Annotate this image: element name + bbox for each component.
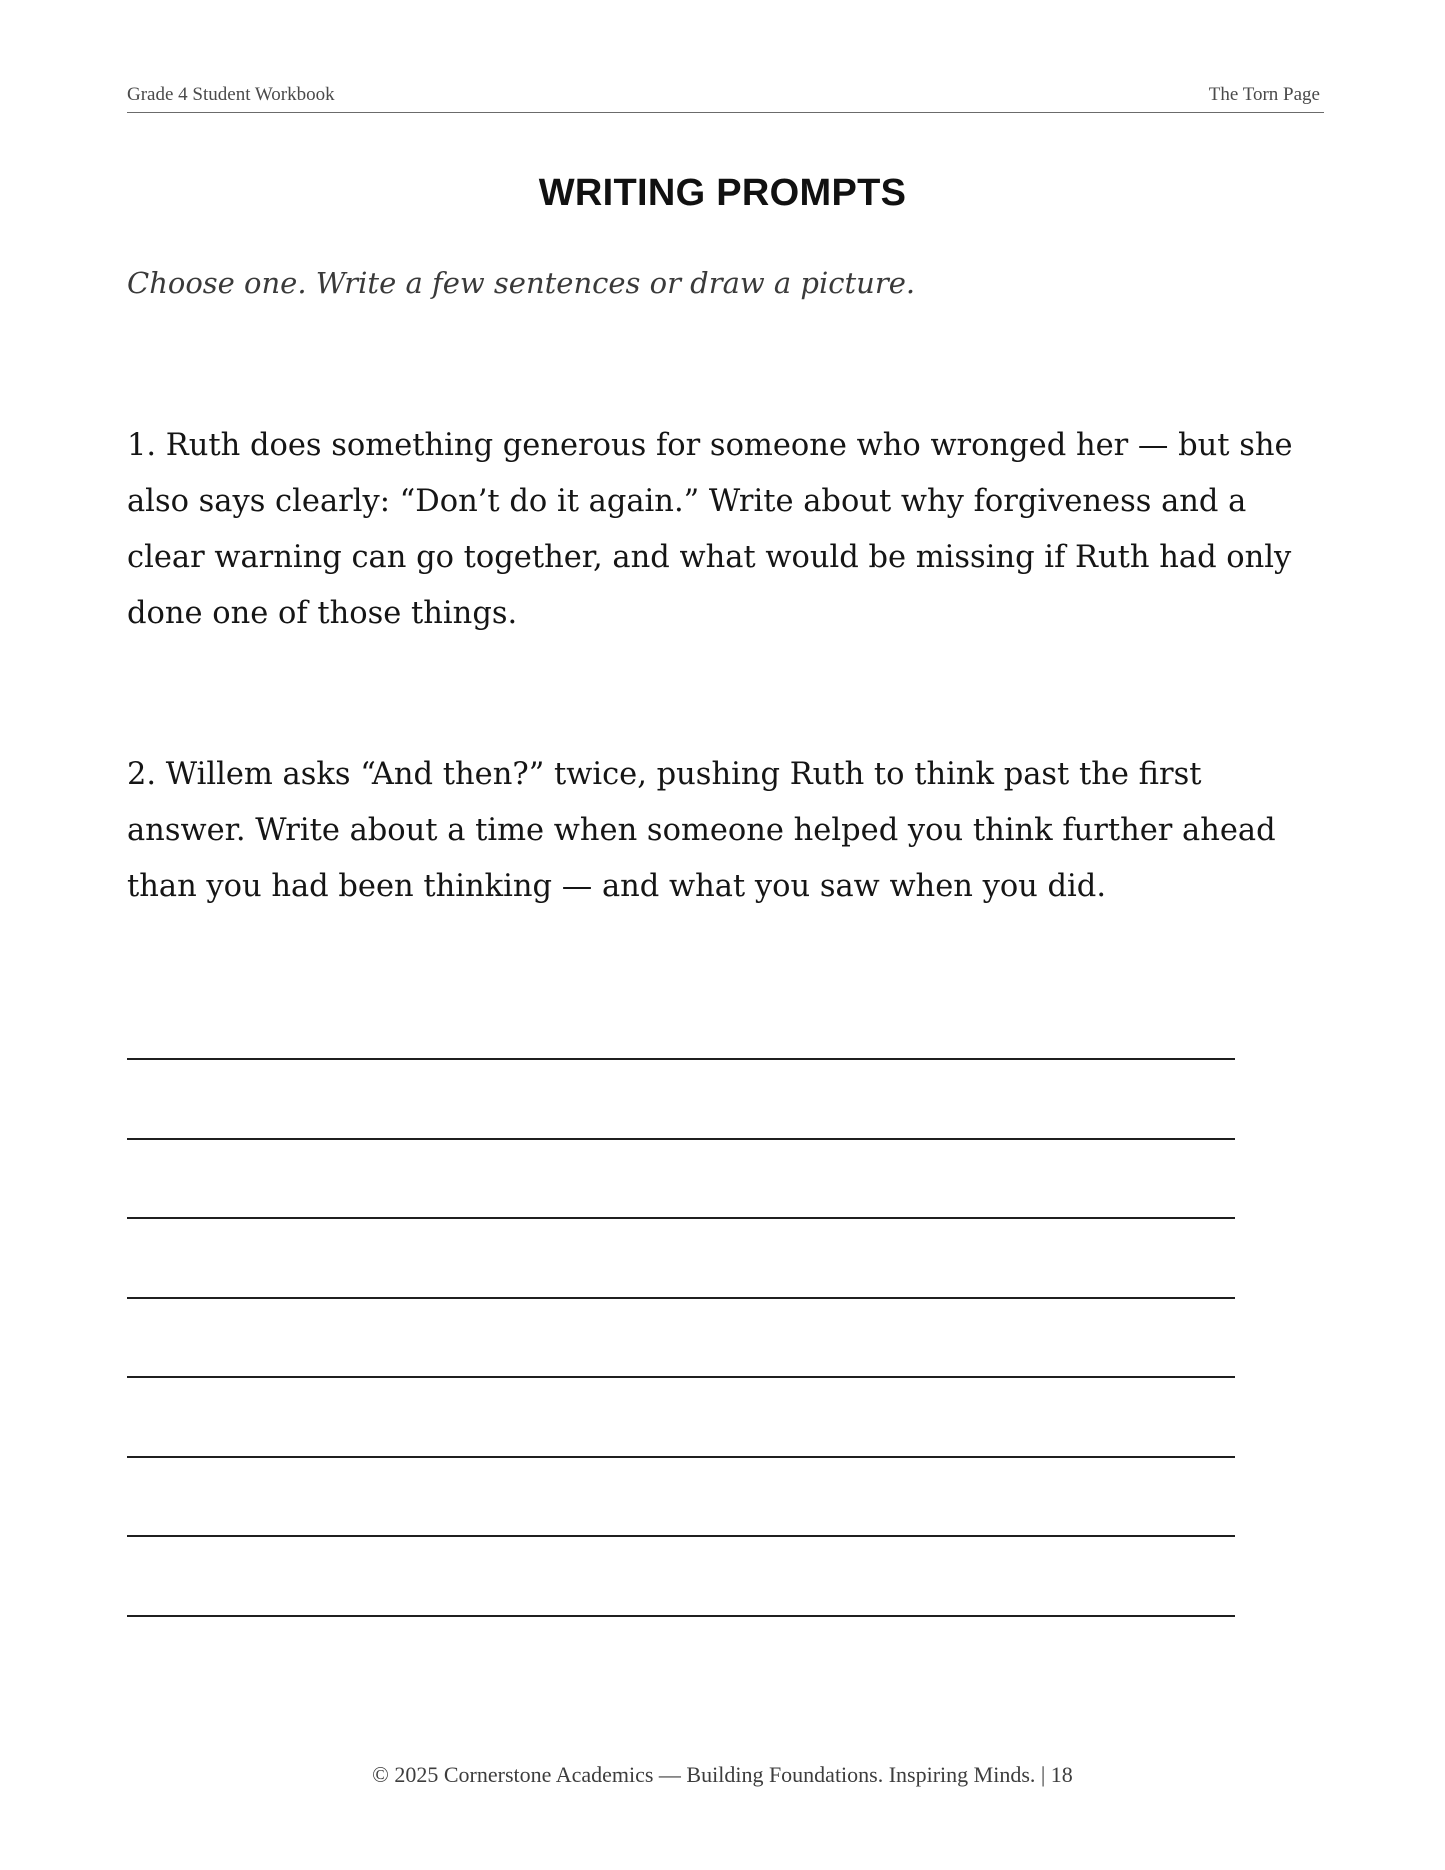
answer-line[interactable] [127, 1537, 1235, 1617]
answer-line[interactable] [127, 1219, 1235, 1299]
header-workbook-title: Grade 4 Student Workbook [127, 84, 335, 105]
instructions-text: Choose one. Write a few sentences or draw a picture. [127, 266, 916, 300]
writing-prompt-1: 1. Ruth does something generous for someone who wronged her — but she also says clearly: “Don’t do it again.” Write about why forgiveness and a clear warning can go together, and what would be missing if Ruth had only done one of those things. [127, 428, 1293, 631]
page-header [127, 82, 1324, 113]
answer-lines [127, 1020, 1235, 1617]
answer-line[interactable] [127, 1060, 1235, 1140]
page-footer: © 2025 Cornerstone Academics — Building Foundations. Inspiring Minds. | 18 [372, 1762, 1073, 1787]
answer-line[interactable] [127, 1299, 1235, 1379]
writing-prompt-2: 2. Willem asks “And then?” twice, pushing Ruth to think past the first answer. Write about a time when someone helped you think further ahead than you had been thinking — and what you saw when you did. [127, 757, 1276, 904]
answer-line[interactable] [127, 1020, 1235, 1060]
answer-line[interactable] [127, 1378, 1235, 1458]
page-title: WRITING PROMPTS [538, 172, 907, 214]
header-story-title: The Torn Page [1208, 84, 1320, 105]
answer-line[interactable] [127, 1458, 1235, 1538]
answer-line[interactable] [127, 1140, 1235, 1220]
